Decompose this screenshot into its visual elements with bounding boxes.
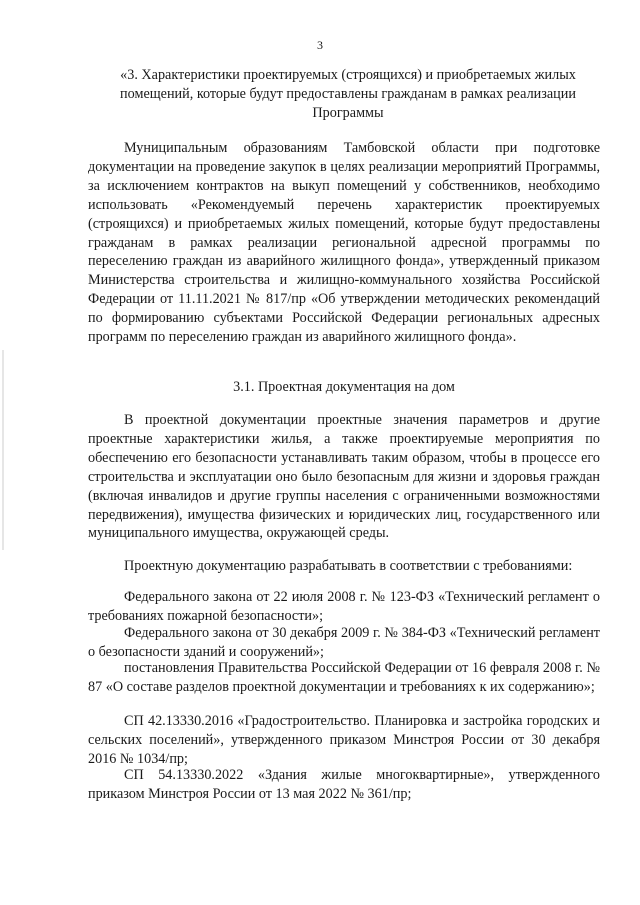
body-paragraph-safety: В проектной документации проектные значения параметров и другие проектные характеристики жилья, а также проектируемые мероприятия по обеспечению его безопасности устанавливать таким образом, чтобы в процессе его строительства и эксплуатации оно было безопасным для жизни и здоровья граждан (включая инвалидов и другие группы населения с ограниченными возможностями передвижения), имущества физических и юридических лиц, государственного или муниципального имущества, окружающей среды.: [88, 412, 600, 542]
body-paragraph-requirements: Проектную документацию разрабатывать в соответствии с требованиями:: [124, 558, 573, 574]
section-heading: «3. Характеристики проектируемых (строящихся) и приобретаемых жилых помещений, которые будут предоставлены гражданам в рамках реализации Программы: [120, 67, 576, 121]
list-item-postanovlenie-87: постановления Правительства Российской Федерации от 16 февраля 2008 г. № 87 «О составе разделов проектной документации и требованиях к их содержанию»;: [88, 660, 600, 695]
subsection-heading: 3.1. Проектная документация на дом: [233, 379, 455, 395]
intro-paragraph: Муниципальным образованиям Тамбовской области при подготовке документации на проведение закупок в целях реализации мероприятий Программы, за исключением контрактов на выкуп помещений у собственников, необходимо использовать «Рекомендуемый перечень характеристик проектируемых (строящихся) и приобретаемых жилых помещений, которые будут предоставлены гражданам в рамках реализации региональной адресной программы по переселению граждан из аварийного жилищного фонда», утвержденный приказом Министерства строительства и жилищно-коммунального хозяйства Российской Федерации от 11.11.2021 № 817/пр «Об утверждении методических рекомендаций по формированию субъектами Российской Федерации региональных адресных программ по переселению граждан из аварийного жилищного фонда».: [88, 140, 600, 346]
list-item-sp-42: СП 42.13330.2016 «Градостроительство. Планировка и застройка городских и сельских поселений», утвержденного приказом Минстроя России от 30 декабря 2016 № 1034/пр;: [88, 713, 600, 767]
page-number: 3: [317, 38, 323, 52]
list-item-sp-54: СП 54.13330.2022 «Здания жилые многоквартирные», утвержденного приказом Минстроя России от 13 мая 2022 № 361/пр;: [88, 767, 600, 802]
scan-edge-mark: [2, 350, 4, 550]
list-item-fz-384: Федерального закона от 30 декабря 2009 г. № 384-ФЗ «Технический регламент о безопасности зданий и сооружений»;: [88, 625, 600, 660]
list-item-fz-123: Федерального закона от 22 июля 2008 г. № 123-ФЗ «Технический регламент о требованиях пожарной безопасности»;: [88, 589, 600, 624]
